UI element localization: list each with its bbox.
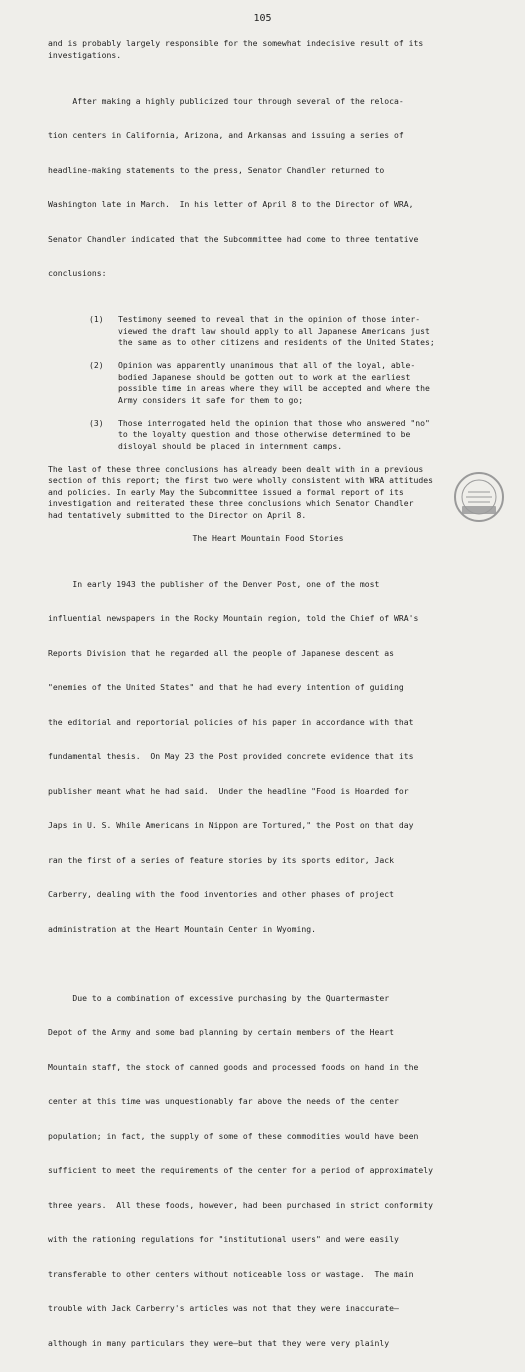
text-line: and policies. In early May the Subcommittee issued a formal report of its [48, 487, 488, 499]
paragraph-spacer [48, 61, 488, 73]
text-line: had tentatively submitted to the Director on April 8. [48, 510, 488, 522]
paragraph-2 [48, 73, 488, 303]
text-line: viewed the draft law should apply to all Japanese Americans just [118, 326, 488, 338]
text-line: although in many particulars they were—but that they were very plainly [48, 1338, 488, 1350]
text-line: to the loyalty question and those otherwise determined to be [118, 429, 488, 441]
text-line: conclusions: [48, 268, 488, 280]
list-text [118, 314, 488, 349]
paragraph-1 [48, 38, 488, 61]
text-line: Japs in U. S. While Americans in Nippon are Tortured," the Post on that day [48, 820, 488, 832]
list-number: (3) [89, 418, 104, 430]
paragraph-spacer [48, 452, 488, 464]
text-line: The last of these three conclusions has already been dealt with in a previous [48, 464, 488, 476]
list-number: (2) [89, 360, 104, 372]
paragraph-spacer [48, 406, 488, 418]
text-line: publisher meant what he had said. Under the headline "Food is Hoarded for [48, 786, 488, 798]
text-line: Army considers it safe for them to go; [118, 395, 488, 407]
conclusion-item-3 [92, 418, 488, 453]
text-line: fundamental thesis. On May 23 the Post provided concrete evidence that its [48, 751, 488, 763]
conclusion-item-1 [92, 314, 488, 349]
text-line: ran the first of a series of feature stories by its sports editor, Jack [48, 855, 488, 867]
conclusion-item-2 [92, 360, 488, 406]
text-line: Senator Chandler indicated that the Subcommittee had come to three tentative [48, 234, 488, 246]
list-text [118, 360, 488, 406]
text-line: Mountain staff, the stock of canned goods and processed foods on hand in the [48, 1062, 488, 1074]
page-number: 105 [0, 13, 525, 24]
text-line: In early 1943 the publisher of the Denver Post, one of the most [48, 579, 488, 591]
text-line: center at this time was unquestionably far above the needs of the center [48, 1096, 488, 1108]
text-line: headline-making statements to the press, Senator Chandler returned to [48, 165, 488, 177]
text-line: administration at the Heart Mountain Center in Wyoming. [48, 924, 488, 936]
text-line: Testimony seemed to reveal that in the opinion of those inter- [118, 314, 488, 326]
text-line: Reports Division that he regarded all the people of Japanese descent as [48, 648, 488, 660]
paragraph-spacer [48, 521, 488, 533]
text-line: Opinion was apparently unanimous that all of the loyal, able- [118, 360, 488, 372]
text-line: population; in fact, the supply of some of these commodities would have been [48, 1131, 488, 1143]
text-line: and is probably largely responsible for the somewhat indecisive result of its [48, 38, 488, 50]
text-line: three years. All these foods, however, had been purchased in strict conformity [48, 1200, 488, 1212]
text-line: disloyal should be placed in internment camps. [118, 441, 488, 453]
archive-stamp-icon [452, 470, 506, 524]
paragraph-spacer [48, 544, 488, 556]
list-text [118, 418, 488, 453]
text-line: the same as to other citizens and residents of the United States; [118, 337, 488, 349]
text-line: section of this report; the first two were wholly consistent with WRA attitudes [48, 475, 488, 487]
text-line: Depot of the Army and some bad planning by certain members of the Heart [48, 1027, 488, 1039]
list-number: (1) [89, 314, 104, 326]
text-line: transferable to other centers without noticeable loss or wastage. The main [48, 1269, 488, 1281]
text-line: the editorial and reportorial policies of his paper in accordance with that [48, 717, 488, 729]
paragraph-spacer [48, 958, 488, 970]
text-line: bodied Japanese should be gotten out to work at the earliest [118, 372, 488, 384]
text-line: sufficient to meet the requirements of the center for a period of approximately [48, 1165, 488, 1177]
text-line: Washington late in March. In his letter of April 8 to the Director of WRA, [48, 199, 488, 211]
text-line: After making a highly publicized tour through several of the reloca- [48, 96, 488, 108]
text-line: Due to a combination of excessive purchasing by the Quartermaster [48, 993, 488, 1005]
section-heading: The Heart Mountain Food Stories [48, 533, 488, 545]
paragraph-spacer [48, 349, 488, 361]
paragraph-5 [48, 970, 488, 1372]
text-line: trouble with Jack Carberry's articles was not that they were inaccurate— [48, 1303, 488, 1315]
paragraph-3 [48, 464, 488, 522]
text-line: Carberry, dealing with the food inventories and other phases of project [48, 889, 488, 901]
text-line: influential newspapers in the Rocky Mountain region, told the Chief of WRA's [48, 613, 488, 625]
text-line: possible time in areas where they will be accepted and where the [118, 383, 488, 395]
text-line: investigation and reiterated these three conclusions which Senator Chandler [48, 498, 488, 510]
text-line: with the rationing regulations for "institutional users" and were easily [48, 1234, 488, 1246]
text-line: "enemies of the United States" and that he had every intention of guiding [48, 682, 488, 694]
document-body [48, 38, 488, 1372]
text-line: Those interrogated held the opinion that those who answered "no" [118, 418, 488, 430]
text-line: tion centers in California, Arizona, and Arkansas and issuing a series of [48, 130, 488, 142]
text-line: investigations. [48, 50, 488, 62]
paragraph-spacer [48, 303, 488, 315]
paragraph-4 [48, 556, 488, 959]
